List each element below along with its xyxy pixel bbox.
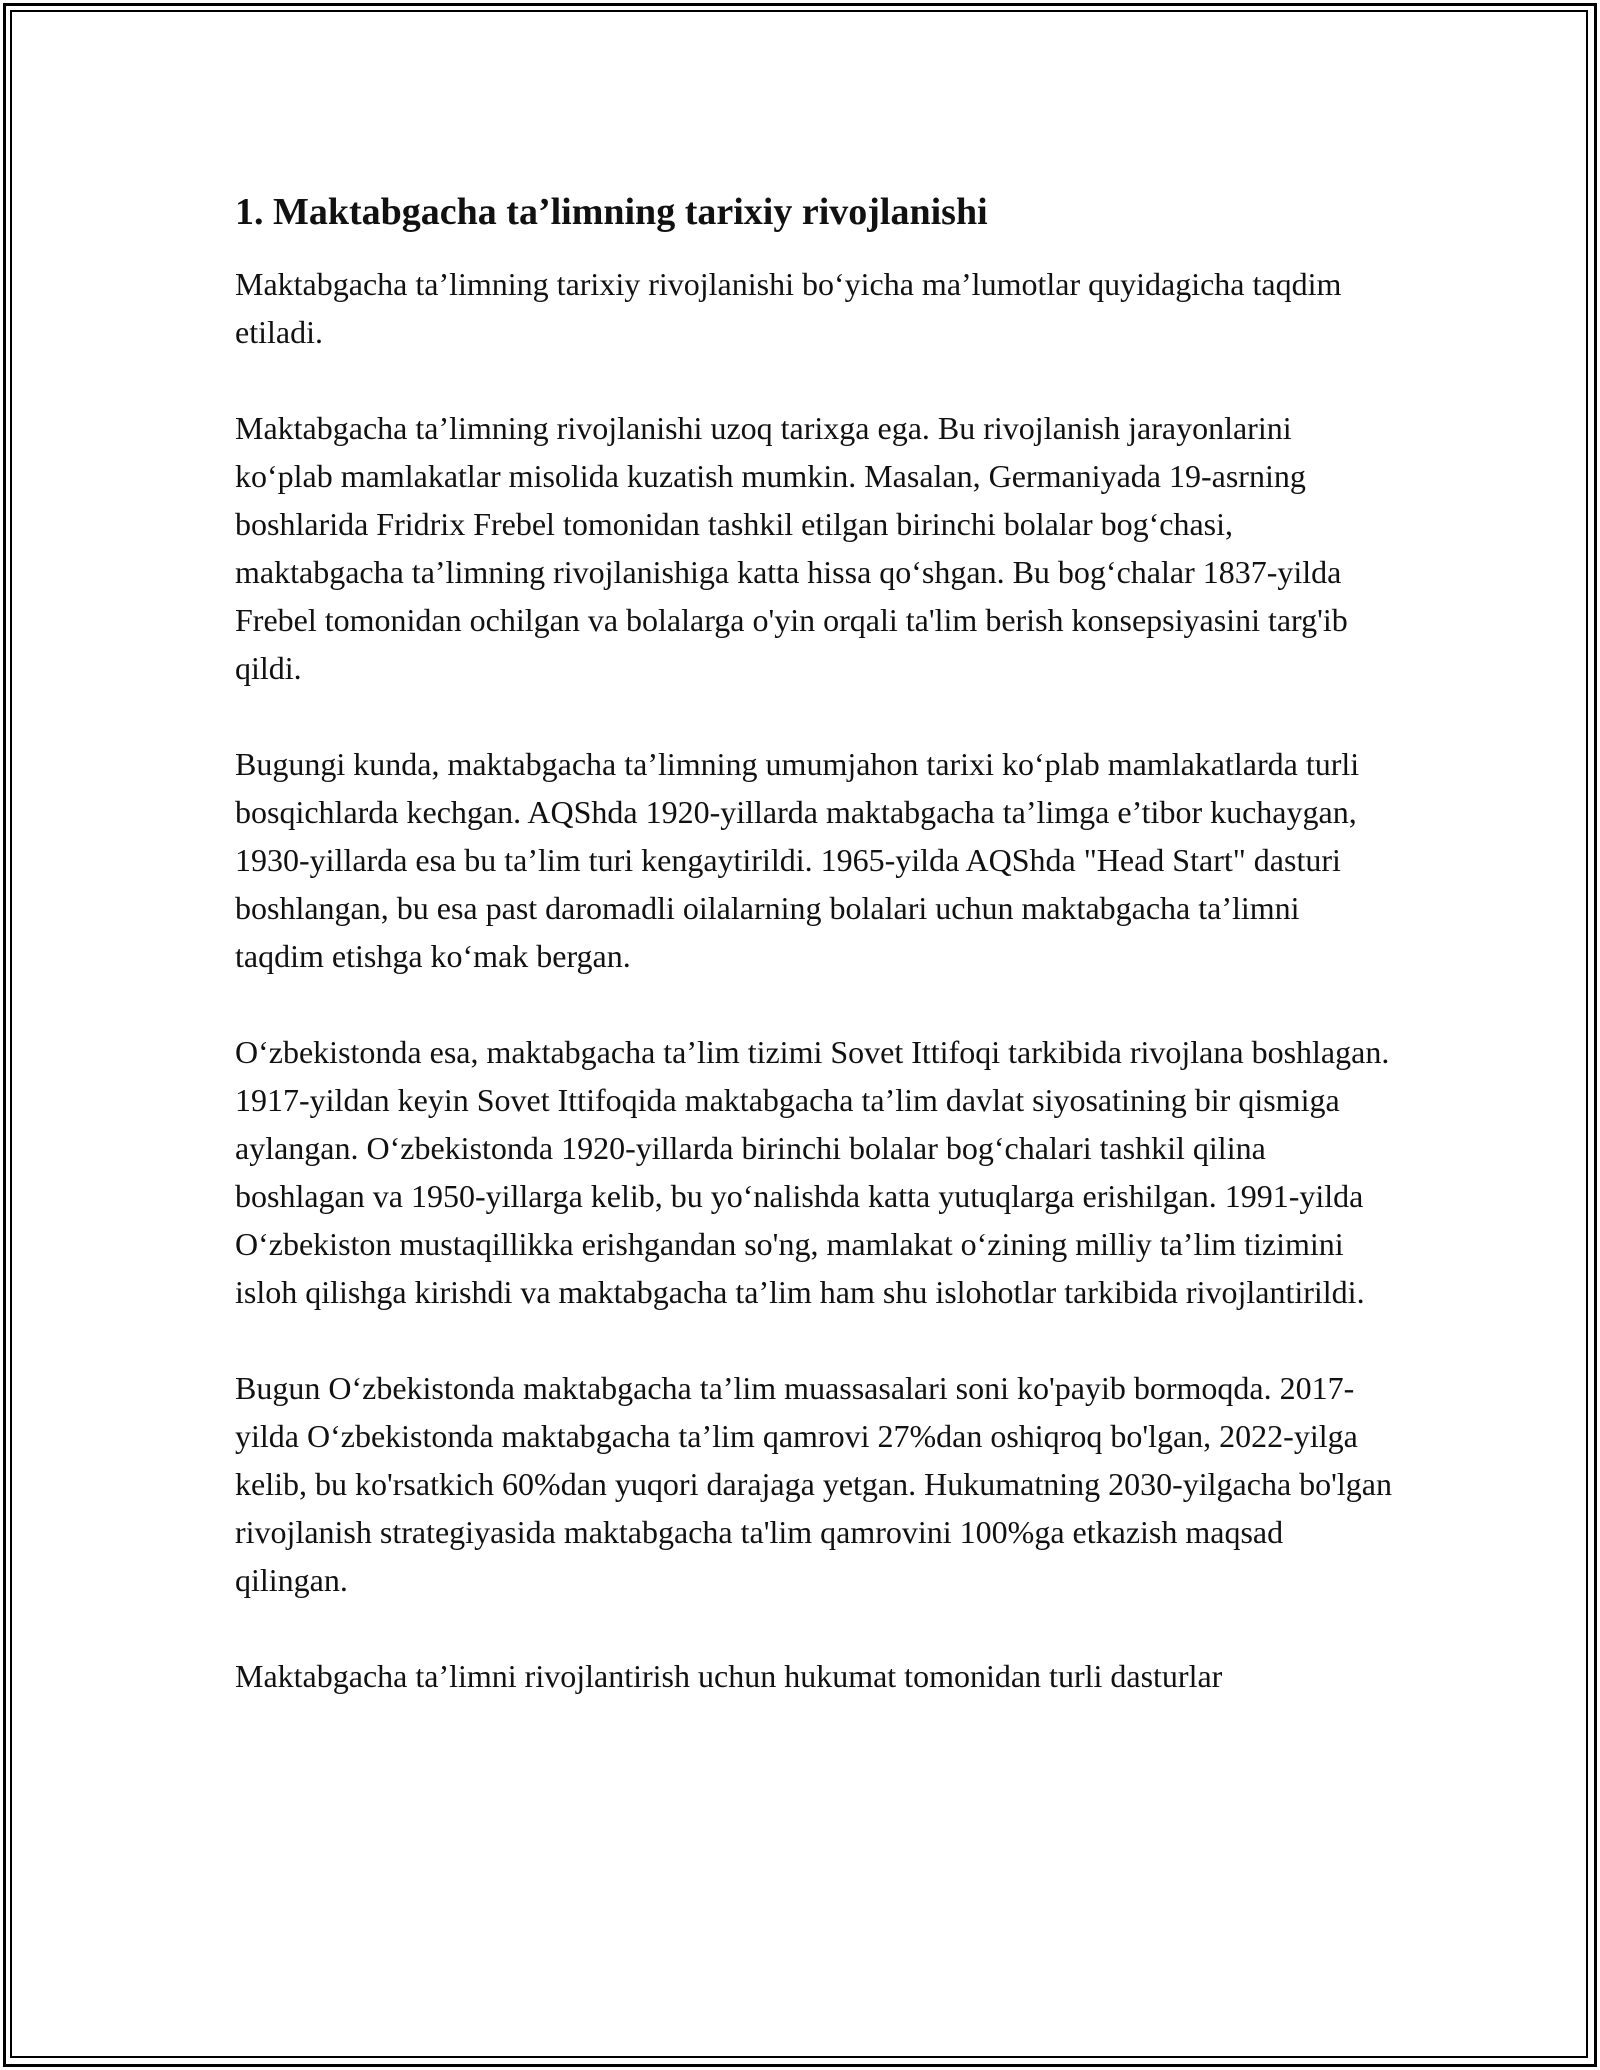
paragraph-government-programs: Maktabgacha ta’limni rivojlantirish uchun hukumat tomonidan turli dasturlar — [235, 1658, 1223, 1694]
paragraph-germany-history: Maktabgacha ta’limning rivojlanishi uzoq tarixga ega. Bu rivojlanish jarayonlarini ko‘plab mamlakatlar misolida kuzatish mumkin. Masalan, Germaniyada 19-asrning boshlarida Fridrix Frebel tomonidan tashkil etilgan birinchi bolalar bog‘chasi, maktabgacha ta’limning rivojlanishiga katta hissa qo‘shgan. Bu bog‘chalar 1837-yilda Frebel tomonidan ochilgan va bolalarga o'yin orqali ta'lim berish konsepsiyasini targ'ib qildi. — [235, 410, 1348, 686]
paragraph-intro: Maktabgacha ta’limning tarixiy rivojlanishi bo‘yicha ma’lumotlar quyidagicha taqdim etiladi. — [235, 266, 1342, 350]
paragraph-uzbekistan-today: Bugun O‘zbekistonda maktabgacha ta’lim muassasalari soni ko'payib bormoqda. 2017-yilda O‘zbekistonda maktabgacha ta’lim qamrovi 27%dan oshiqroq bo'lgan, 2022-yilga kelib, bu ko'rsatkich 60%dan yuqori darajaga yetgan. Hukumatning 2030-yilgacha bo'lgan rivojlanish strategiyasida maktabgacha ta'lim qamrovini 100%ga etkazish maqsad qilingan. — [235, 1370, 1392, 1598]
document-body — [235, 188, 1395, 1748]
section-heading: 1. Maktabgacha ta’limning tarixiy rivojlanishi — [235, 191, 988, 233]
paragraph-usa-history: Bugungi kunda, maktabgacha ta’limning umumjahon tarixi ko‘plab mamlakatlarda turli bosqichlarda kechgan. AQShda 1920-yillarda maktabgacha ta’limga e’tibor kuchaygan, 1930-yillarda esa bu ta’lim turi kengaytirildi. 1965-yilda AQShda "Head Start" dasturi boshlangan, bu esa past daromadli oilalarning bolalari uchun maktabgacha ta’limni taqdim etishga ko‘mak bergan. — [235, 746, 1360, 974]
paragraph-uzbekistan-history: O‘zbekistonda esa, maktabgacha ta’lim tizimi Sovet Ittifoqi tarkibida rivojlana boshlagan. 1917-yildan keyin Sovet Ittifoqida maktabgacha ta’lim davlat siyosatining bir qismiga aylangan. O‘zbekistonda 1920-yillarda birinchi bolalar bog‘chalari tashkil qilina boshlagan va 1950-yillarga kelib, bu yo‘nalishda katta yutuqlarga erishilgan. 1991-yilda O‘zbekiston mustaqillikka erishgandan so'ng, mamlakat o‘zining milliy ta’lim tizimini isloh qilishga kirishdi va maktabgacha ta’lim ham shu islohotlar tarkibida rivojlantirildi. — [235, 1034, 1390, 1310]
